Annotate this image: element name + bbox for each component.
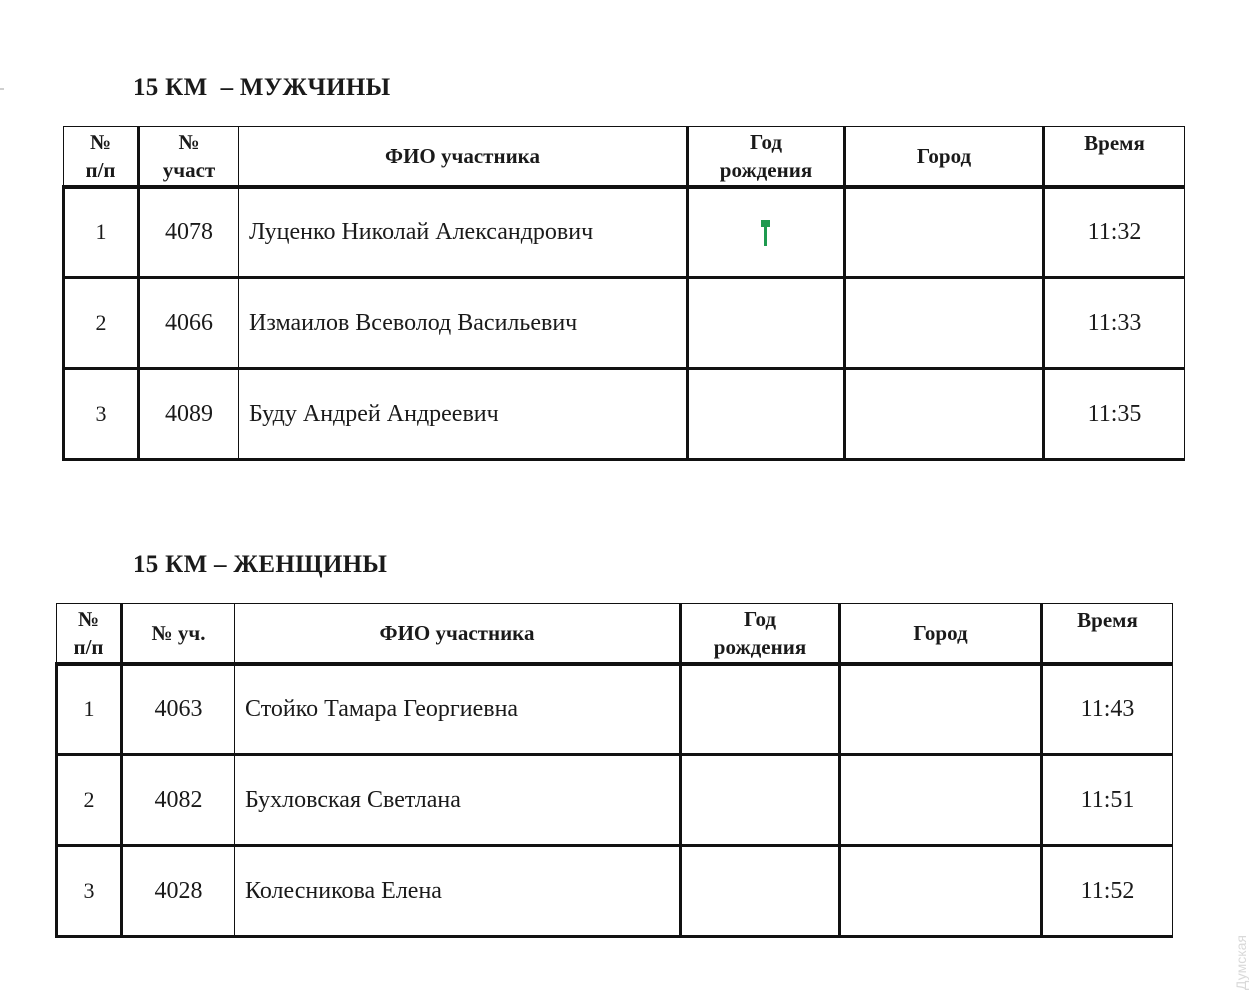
cell-name: Стойко Тамара Георгиевна [235, 664, 681, 755]
text-cursor-icon [764, 222, 767, 246]
col-header-pos: № п/п [64, 127, 139, 187]
women-section-title: 15 КМ – ЖЕНЩИНЫ [133, 551, 388, 578]
col-header-year: Год рождения [681, 604, 840, 664]
cell-year [681, 846, 840, 937]
table-row [57, 846, 1173, 937]
cell-year [688, 278, 845, 369]
cell-bib: 4028 [122, 846, 235, 937]
women-results-table [55, 603, 1173, 938]
col-header-name: ФИО участника [239, 127, 688, 187]
cell-city [845, 187, 1044, 278]
cell-name: Бухловская Светлана [235, 755, 681, 846]
cell-city [840, 664, 1042, 755]
cell-time: 11:43 [1042, 664, 1173, 755]
cell-name: Измаилов Всеволод Васильевич [239, 278, 688, 369]
table-row [57, 755, 1173, 846]
cell-bib: 4089 [139, 369, 239, 460]
cell-pos: 3 [64, 369, 139, 460]
col-header-name: ФИО участника [235, 604, 681, 664]
cell-pos: 1 [64, 187, 139, 278]
col-header-time: Время [1042, 604, 1173, 664]
cell-city [840, 846, 1042, 937]
cell-year [681, 755, 840, 846]
cell-name: Буду Андрей Андреевич [239, 369, 688, 460]
cell-bib: 4082 [122, 755, 235, 846]
col-header-city: Город [845, 127, 1044, 187]
cell-pos: 2 [57, 755, 122, 846]
cell-city [840, 755, 1042, 846]
table-row [64, 369, 1185, 460]
col-header-bib: № участ [139, 127, 239, 187]
men-results-table [62, 126, 1185, 461]
cell-time: 11:52 [1042, 846, 1173, 937]
men-header-row [64, 127, 1185, 187]
col-header-year: Год рождения [688, 127, 845, 187]
cell-name: Колесникова Елена [235, 846, 681, 937]
col-header-city: Город [840, 604, 1042, 664]
cell-time: 11:35 [1044, 369, 1185, 460]
cell-pos: 1 [57, 664, 122, 755]
cell-time: 11:51 [1042, 755, 1173, 846]
table-row [64, 278, 1185, 369]
cell-city [845, 369, 1044, 460]
scan-edge-mark [0, 88, 4, 90]
cell-pos: 2 [64, 278, 139, 369]
cell-time: 11:32 [1044, 187, 1185, 278]
cell-pos: 3 [57, 846, 122, 937]
cell-time: 11:33 [1044, 278, 1185, 369]
col-header-pos: № п/п [57, 604, 122, 664]
col-header-bib: № уч. [122, 604, 235, 664]
cell-city [845, 278, 1044, 369]
cell-name: Луценко Николай Александрович [239, 187, 688, 278]
watermark-text: Думская [1233, 934, 1249, 990]
cell-bib: 4063 [122, 664, 235, 755]
cell-year [688, 369, 845, 460]
col-header-time: Время [1044, 127, 1185, 187]
cell-bib: 4066 [139, 278, 239, 369]
men-section-title: 15 КМ – МУЖЧИНЫ [133, 74, 391, 101]
women-header-row [57, 604, 1173, 664]
table-row [64, 187, 1185, 278]
cell-bib: 4078 [139, 187, 239, 278]
cell-year [681, 664, 840, 755]
table-row [57, 664, 1173, 755]
